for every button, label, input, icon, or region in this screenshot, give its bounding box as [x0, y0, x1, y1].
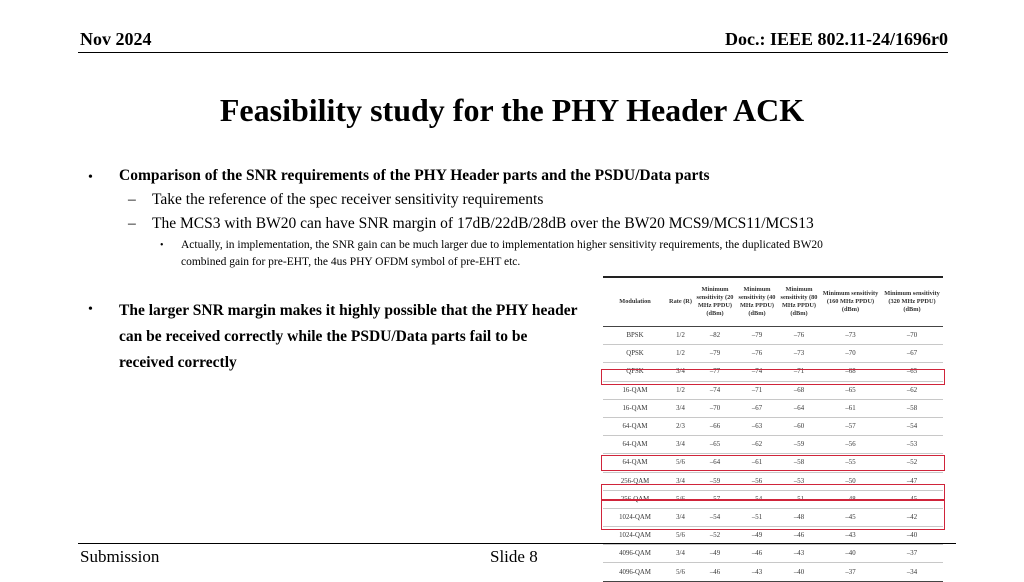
table-cell: –74 — [694, 381, 736, 399]
table-cell: –71 — [736, 381, 778, 399]
table-cell: –43 — [736, 563, 778, 581]
table-cell: –76 — [736, 345, 778, 363]
header-divider — [78, 52, 948, 53]
table-cell: –70 — [820, 345, 881, 363]
table-cell: –76 — [778, 327, 820, 345]
table-cell: 3/4 — [667, 508, 694, 526]
highlight-box-16qam — [601, 369, 945, 385]
table-row — [603, 417, 943, 435]
table-cell: 16-QAM — [603, 381, 667, 399]
table-cell: –52 — [881, 454, 943, 472]
table-cell: –59 — [778, 436, 820, 454]
table-cell: –79 — [736, 327, 778, 345]
table-cell: 1024-QAM — [603, 527, 667, 545]
table-cell: –34 — [881, 563, 943, 581]
table-cell: –43 — [820, 527, 881, 545]
table-cell: –45 — [881, 490, 943, 508]
table-cell: 3/4 — [667, 363, 694, 381]
table-row — [603, 545, 943, 563]
table-cell: 1/2 — [667, 381, 694, 399]
bullet-marker: • — [88, 170, 93, 185]
table-cell: –48 — [778, 508, 820, 526]
table-cell: –63 — [736, 417, 778, 435]
table-cell: –61 — [820, 399, 881, 417]
table-cell: 64-QAM — [603, 417, 667, 435]
table-cell: 5/6 — [667, 527, 694, 545]
table-cell: –65 — [694, 436, 736, 454]
table-cell: –55 — [820, 454, 881, 472]
table-cell: –51 — [778, 490, 820, 508]
table-cell: –43 — [778, 545, 820, 563]
table-cell: 64-QAM — [603, 436, 667, 454]
table-header-cell: Modulation — [603, 277, 667, 327]
table-cell: –59 — [694, 472, 736, 490]
table-header-cell: Rate (R) — [667, 277, 694, 327]
table-cell: –51 — [736, 508, 778, 526]
table-cell: –40 — [820, 545, 881, 563]
table-cell: –61 — [736, 454, 778, 472]
table-cell: –67 — [881, 345, 943, 363]
table-header-cell: Minimum sensitivity (320 MHz PPDU) (dBm) — [881, 277, 943, 327]
table-cell: –37 — [881, 545, 943, 563]
bullet-main-2: The larger SNR margin makes it highly possible that the PHY header can be received correctly while the PSDU/Data parts fail to be received correctly — [119, 302, 578, 371]
highlight-box-1024qam — [601, 484, 945, 500]
table-cell: –54 — [694, 508, 736, 526]
table-cell: –42 — [881, 508, 943, 526]
table-cell: 1/2 — [667, 345, 694, 363]
slide-number: Slide 8 — [490, 547, 538, 566]
table-cell: –70 — [694, 399, 736, 417]
table-header-cell: Minimum sensitivity (80 MHz PPDU) (dBm) — [778, 277, 820, 327]
bullet-marker-small: • — [160, 240, 164, 251]
table-row — [603, 563, 943, 581]
table-cell: –53 — [778, 472, 820, 490]
footer-submission: Submission — [80, 547, 160, 566]
table-cell: 1024-QAM — [603, 508, 667, 526]
table-cell: –37 — [820, 563, 881, 581]
dash-marker: – — [128, 191, 136, 208]
table-cell: 256-QAM — [603, 490, 667, 508]
bullet-sub-2: The MCS3 with BW20 can have SNR margin of 17dB/22dB/28dB over the BW20 MCS9/MCS11/MCS13 — [152, 215, 814, 232]
table-row — [603, 399, 943, 417]
table-cell: –58 — [778, 454, 820, 472]
table-header-cell: Minimum sensitivity (20 MHz PPDU) (dBm) — [694, 277, 736, 327]
table-cell: 3/4 — [667, 399, 694, 417]
table-cell: –70 — [881, 327, 943, 345]
table-cell: –47 — [881, 472, 943, 490]
table-cell: –64 — [778, 399, 820, 417]
bullet-main-1: Comparison of the SNR requirements of the PHY Header parts and the PSDU/Data parts — [119, 167, 710, 184]
dash-marker: – — [128, 215, 136, 232]
table-cell: –79 — [694, 345, 736, 363]
table-cell: 5/6 — [667, 454, 694, 472]
table-row — [603, 436, 943, 454]
table-cell: –46 — [736, 545, 778, 563]
table-cell: –45 — [820, 508, 881, 526]
table-cell: –82 — [694, 327, 736, 345]
table-cell: –68 — [820, 363, 881, 381]
table-cell: –60 — [778, 417, 820, 435]
table-cell: 2/3 — [667, 417, 694, 435]
table-cell: –50 — [820, 472, 881, 490]
table-cell: 16-QAM — [603, 399, 667, 417]
table-cell: –40 — [778, 563, 820, 581]
table-cell: –56 — [736, 472, 778, 490]
bullet-sub-3-line-1: Actually, in implementation, the SNR gain can be much larger due to implementation higher sensitivity requirements, the duplicated BW20 — [181, 239, 823, 251]
bullet-sub-3-line-2: combined gain for pre-EHT, the 4us PHY OFDM symbol of pre-EHT etc. — [181, 256, 521, 268]
table-cell: –65 — [820, 381, 881, 399]
table-cell: –52 — [694, 527, 736, 545]
footer-divider — [78, 543, 956, 544]
table-cell: 1/2 — [667, 327, 694, 345]
table-row — [603, 327, 943, 345]
highlight-box-4096qam — [601, 500, 945, 530]
highlight-box-256qam — [601, 455, 945, 471]
table-cell: –58 — [881, 399, 943, 417]
table-cell: –57 — [694, 490, 736, 508]
table-cell: –74 — [736, 363, 778, 381]
header-doc-id: Doc.: IEEE 802.11-24/1696r0 — [725, 29, 948, 49]
table-cell: –40 — [881, 527, 943, 545]
table-cell: 5/6 — [667, 563, 694, 581]
table-cell: QPSK — [603, 363, 667, 381]
table-cell: –54 — [881, 417, 943, 435]
bullet-sub-1: Take the reference of the spec receiver sensitivity requirements — [152, 191, 544, 208]
table-cell: –54 — [736, 490, 778, 508]
slide-title: Feasibility study for the PHY Header ACK — [219, 92, 805, 128]
table-cell: –48 — [820, 490, 881, 508]
table-cell: 3/4 — [667, 436, 694, 454]
table-header-cell: Minimum sensitivity (40 MHz PPDU) (dBm) — [736, 277, 778, 327]
table-row — [603, 345, 943, 363]
table-cell: –66 — [694, 417, 736, 435]
bullet-marker: • — [88, 302, 93, 317]
table-cell: 4096-QAM — [603, 563, 667, 581]
table-cell: –46 — [778, 527, 820, 545]
table-cell: –57 — [820, 417, 881, 435]
table-cell: –49 — [694, 545, 736, 563]
table-cell: –53 — [881, 436, 943, 454]
table-cell: –73 — [820, 327, 881, 345]
table-header-cell: Minimum sensitivity (160 MHz PPDU) (dBm) — [820, 277, 881, 327]
table-cell: –77 — [694, 363, 736, 381]
table-cell: –56 — [820, 436, 881, 454]
table-cell: 3/4 — [667, 472, 694, 490]
table-cell: –62 — [881, 381, 943, 399]
table-cell: –46 — [694, 563, 736, 581]
table-cell: 3/4 — [667, 545, 694, 563]
table-cell: QPSK — [603, 345, 667, 363]
table-cell: BPSK — [603, 327, 667, 345]
table-cell: –65 — [881, 363, 943, 381]
table-header — [603, 277, 943, 327]
table-cell: –64 — [694, 454, 736, 472]
table-cell: –49 — [736, 527, 778, 545]
table-cell: –68 — [778, 381, 820, 399]
table-cell: –62 — [736, 436, 778, 454]
table-cell: 5/6 — [667, 490, 694, 508]
table-cell: –71 — [778, 363, 820, 381]
table-cell: 256-QAM — [603, 472, 667, 490]
table-cell: –67 — [736, 399, 778, 417]
table-cell: 64-QAM — [603, 454, 667, 472]
table-cell: –73 — [778, 345, 820, 363]
table-cell: 4096-QAM — [603, 545, 667, 563]
header-date: Nov 2024 — [80, 29, 152, 49]
